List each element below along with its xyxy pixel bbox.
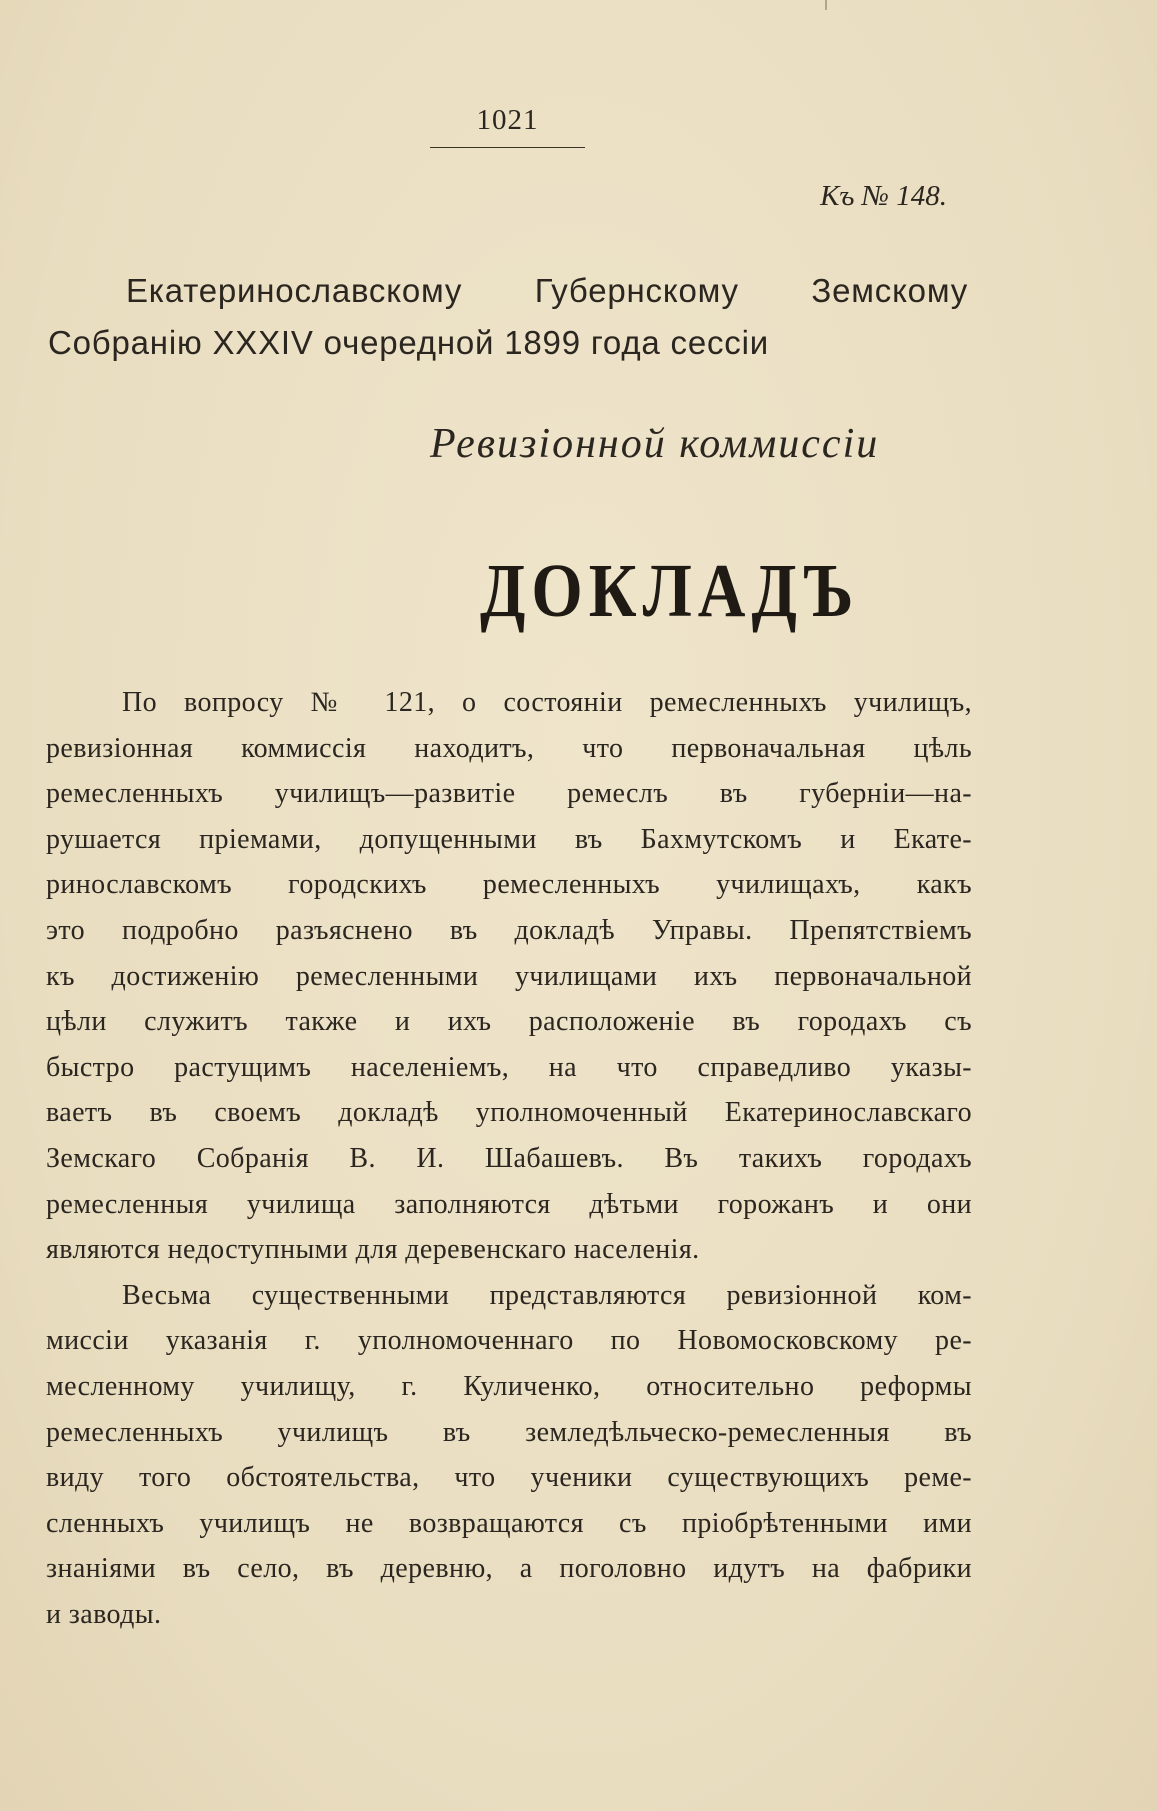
text-line: ринославскомъ городскихъ ремесленныхъ училищахъ, какъ: [46, 869, 972, 901]
commission-title: Ревизіонной коммиссіи: [430, 421, 880, 467]
text-line: цѣли служитъ также и ихъ расположеніе въ городахъ съ: [46, 1006, 972, 1038]
text-line: ревизіонная коммиссія находитъ, что первоначальная цѣль: [46, 732, 972, 764]
heading-line-1: Екатеринославскому Губернскому Земскому: [126, 272, 968, 309]
text-line: ремесленныя училища заполняются дѣтьми горожанъ и они: [46, 1188, 972, 1220]
text-line: знаніями въ село, въ деревню, а поголовно идутъ на фабрики: [46, 1553, 972, 1585]
report-title: ДОКЛАДЪ: [480, 549, 860, 634]
text-line: рушается пріемами, допущенными въ Бахмутскомъ и Екате-: [46, 823, 972, 855]
text-line: ремесленныхъ училищъ—развитіе ремеслъ въ губерніи—на-: [46, 778, 972, 810]
text-line: ремесленныхъ училищъ въ земледѣльческо-ремесленныя въ: [46, 1416, 972, 1448]
text-line: это подробно разъяснено въ докладѣ Управы. Препятствіемъ: [46, 914, 972, 946]
text-line: ваетъ въ своемъ докладѣ уполномоченный Екатеринославскаго: [46, 1097, 972, 1129]
paragraph-1: [46, 680, 972, 1273]
attachment-reference: Къ № 148.: [820, 180, 947, 212]
heading-line-2: Собранію XXXIV очередной 1899 года сессіи: [48, 324, 769, 361]
scan-mark: [825, 0, 827, 10]
text-line: сленныхъ училищъ не возвращаются съ пріобрѣтенными ими: [46, 1507, 972, 1539]
text-line: являются недоступными для деревенскаго населенія.: [46, 1234, 700, 1266]
text-line: къ достиженію ремесленными училищами ихъ первоначальной: [46, 960, 972, 992]
text-line: Земскаго Собранія В. И. Шабашевъ. Въ такихъ городахъ: [46, 1142, 972, 1174]
text-line: быстро растущимъ населеніемъ, на что справедливо указы-: [46, 1051, 972, 1083]
text-line: Весьма существенными представляются ревизіонной ком-: [122, 1279, 972, 1311]
text-line: виду того обстоятельства, что ученики существующихъ реме-: [46, 1462, 972, 1494]
page-number-rule: [430, 147, 585, 148]
page-number: 1021: [476, 104, 539, 136]
text-line: месленному училищу, г. Куличенко, относительно реформы: [46, 1370, 972, 1402]
addressee-heading: [48, 265, 968, 369]
text-line: По вопросу № 121, о состояніи ремесленныхъ училищъ,: [122, 687, 972, 718]
report-body: [46, 680, 972, 1637]
text-line: и заводы.: [46, 1598, 162, 1630]
text-line: миссіи указанія г. уполномоченнаго по Новомосковскому ре-: [46, 1325, 972, 1357]
paragraph-2: [46, 1273, 972, 1638]
